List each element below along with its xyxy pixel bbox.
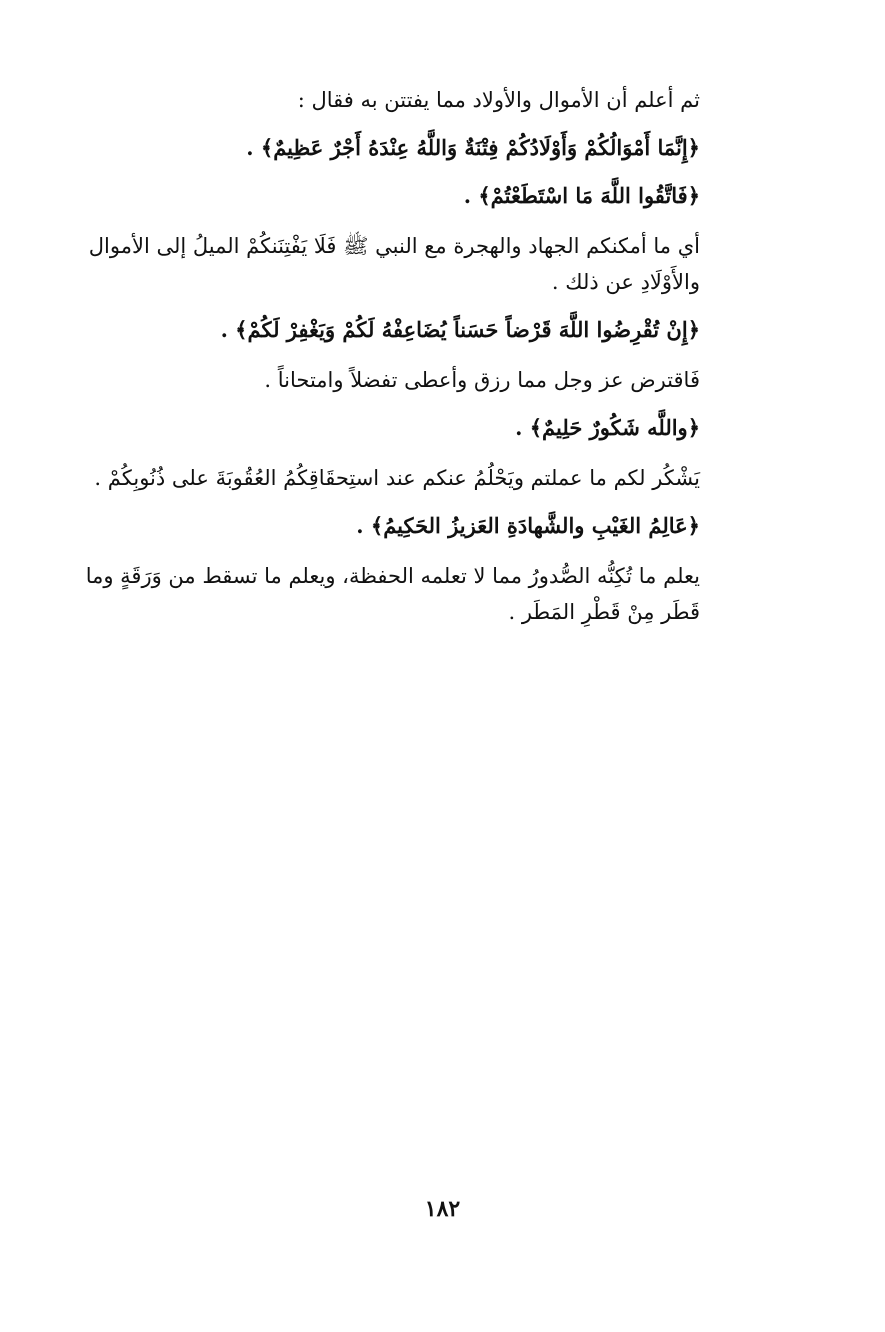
- paragraph-explanation-knowledge: يعلم ما تُكِنُّه الصُّدورُ مما لا تعلمه الحفظة، ويعلم ما تسقط من وَرَقَةٍ وما قَطَر مِنْ قَطْرِ المَطَر .: [85, 564, 700, 624]
- verse-wealth-children: ﴿إِنَّمَا أَمْوَالُكُمْ وَأَوْلَادُكُمْ فِتْنَةٌ وَاللَّهُ عِنْدَهُ أَجْرٌ عَظِيمٌ﴾ .: [246, 135, 700, 160]
- page-body: [80, 82, 760, 630]
- page-number: ١٨٢: [424, 1196, 461, 1222]
- paragraph-explanation-jihad: أي ما أمكنكم الجهاد والهجرة مع النبي ﷺ فَلَا يَفْتِنَنكُمْ الميلُ إلى الأموال والأَوْلَادِ عن ذلك .: [88, 234, 700, 294]
- paragraph-explanation-loan: فَاقترض عز وجل مما رزق وأعطى تفضلاً وامتحاناً .: [264, 368, 700, 392]
- verse-appreciative-forbearing: ﴿واللَّه شَكُورٌ حَلِيمٌ﴾ .: [515, 415, 700, 440]
- paragraph-explanation-gratitude: يَشْكُر لكم ما عملتم ويَحْلُمُ عنكم عند استِحقَاقِكُمُ العُقُوبَةَ على ذُنُوبِكُمْ .: [94, 466, 700, 490]
- verse-fear-allah: ﴿فَاتَّقُوا اللَّهَ مَا اسْتَطَعْتُمْ﴾ .: [463, 183, 700, 208]
- verse-knower-unseen: ﴿عَالِمُ الغَيْبِ والشَّهادَةِ العَزيزُ الحَكِيمُ﴾ .: [356, 513, 700, 538]
- paragraph-intro: ثم أعلم أن الأموال والأولاد مما يفتتن به فقال :: [297, 88, 700, 112]
- verse-goodly-loan: ﴿إِنْ تُقْرِضُوا اللَّهَ قَرْضاً حَسَناً يُضَاعِفْهُ لَكُمْ وَيَغْفِرْ لَكُمْ﴾ .: [220, 317, 700, 342]
